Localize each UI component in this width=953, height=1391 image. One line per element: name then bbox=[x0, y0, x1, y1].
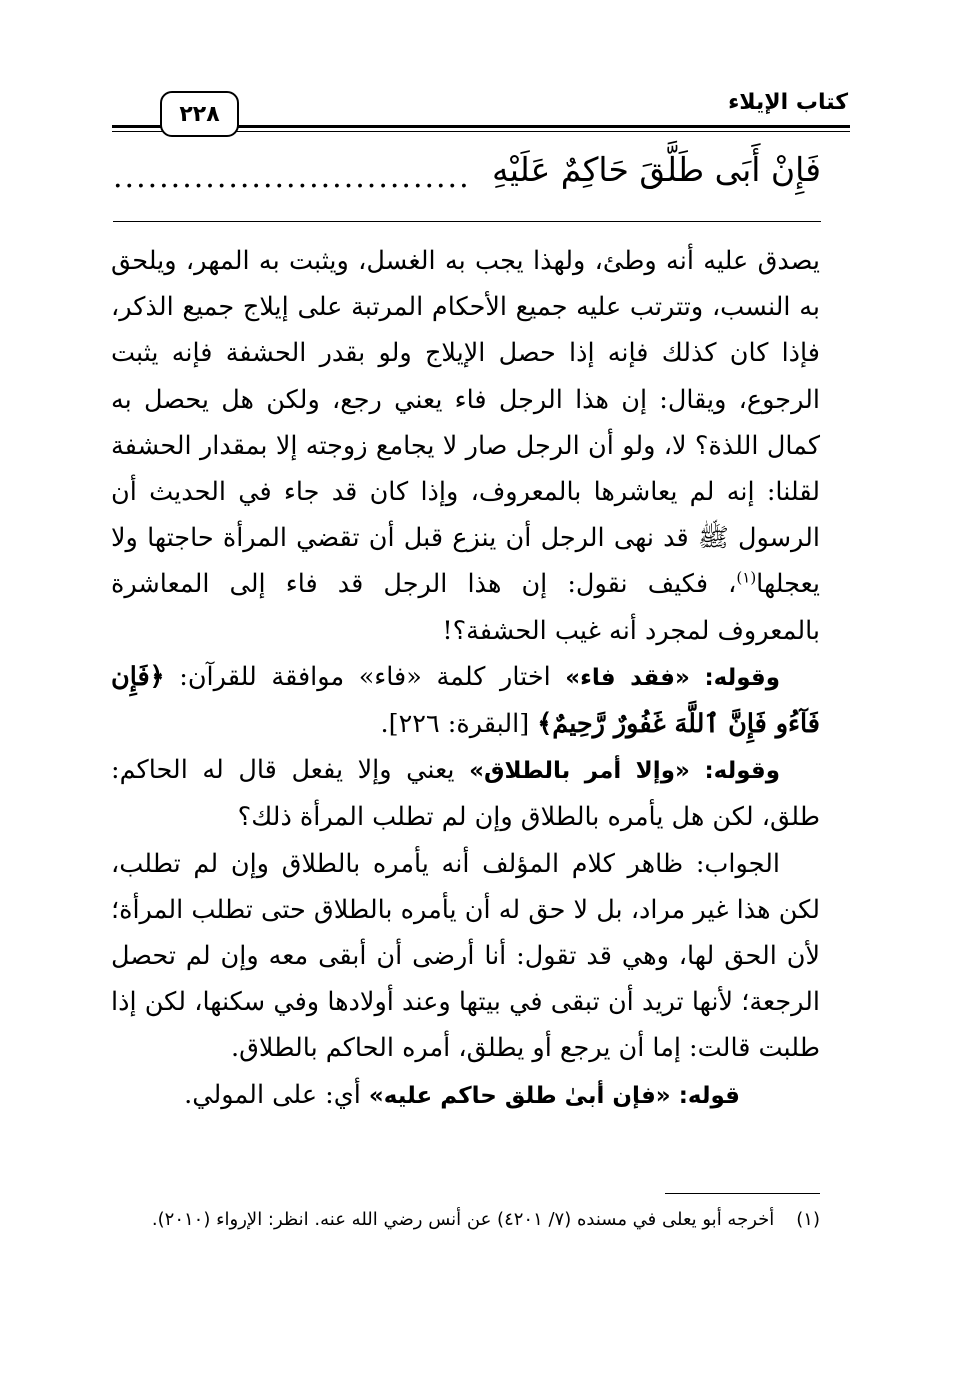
matn-text: فَإِنْ أَبَى طَلَّقَ حَاكِمٌ عَلَيْهِ bbox=[492, 150, 821, 189]
paragraph-5 bbox=[111, 1072, 820, 1119]
body-text bbox=[111, 238, 820, 1119]
footnote-text: أخرجه أبو يعلى في مسنده (٧/ ٤٢٠١) عن أنس رضي الله عنه. انظر: الإرواء (٢٠١٠). bbox=[151, 1209, 775, 1230]
footnote bbox=[111, 1203, 820, 1236]
quran-ayah: ﴿فَإِن فَآءُو فَإِنَّ ٱللَّهَ غَفُورٌ رَّحِيمٌ﴾ bbox=[111, 661, 820, 740]
qawluh-label: وقوله: bbox=[704, 758, 781, 785]
qawluh-label: قوله: bbox=[678, 1082, 740, 1109]
paragraph-1-end: ، فكيف نقول: إن هذا الرجل قد فاء إلى المعاشرة بالمعروف لمجرد أنه غيب الحشفة؟! bbox=[111, 569, 820, 646]
paragraph-3-text: يعني وإلا يفعل قال له الحاكم: طلق، لكن هل يأمره بالطلاق وإن لم تطلب المرأة ذلك؟ bbox=[111, 755, 820, 833]
quote-matn: «فإن أبىٰ طلق حاكم عليه» bbox=[368, 1082, 671, 1109]
page-number: ٢٢٨ bbox=[179, 101, 220, 127]
paragraph-4: الجواب: ظاهر كلام المؤلف أنه يأمره بالطلاق وإن لم تطلب، لكن هذا غير مراد، بل لا حق له أن يأمره بالطلاق حتى تطلب المرأة؛ لأن الحق لها، وهي قد تقول: أنا أرضى أن أبقى معه وإن لم تحصل الرجعة؛ لأنها تريد أن تبقى في بيتها وعند أولادها وفي سكنها، لكن إذا طلبت قالت: إما أن يرجع أو يطلق، أمره الحاكم بالطلاق. bbox=[111, 848, 820, 1064]
paragraph-1 bbox=[111, 238, 820, 654]
matn-dots: ............................... bbox=[113, 160, 471, 195]
book-title: كتاب الإيلاء bbox=[728, 90, 848, 115]
footnote-rule bbox=[665, 1193, 820, 1194]
paragraph-1-text: يصدق عليه أنه وطئ، ولهذا يجب به الغسل، ويثبت به المهر، ويلحق به النسب، وتترتب عليه جميع الأحكام المرتبة على إيلاج جميع الذكر، فإذا كان كذلك فإنه إذا حصل الإيلاج ولو بقدر الحشفة فإنه يثبت الرجوع، ويقال: إن هذا الرجل فاء يعني رجع، ولكن هل يحصل به كمال اللذة؟ لا، ولو أن الرجل صار لا يجامع زوجته إلا بمقدار الحشفة لقلنا: إنه لم يعاشرها بالمعروف، وإذا كان قد جاء في الحديث أن الرسول ﷺ قد نهى الرجل أن ينزع قبل أن تقضي المرأة حاجتها ولا يعجلها bbox=[111, 246, 820, 600]
paragraph-5-text: أي: على المولي. bbox=[184, 1079, 369, 1110]
quote-faqad-faa: «فقد فاء» bbox=[565, 664, 690, 691]
footnote-ref: (١) bbox=[736, 568, 757, 587]
quote-talaq: «وإلا أمر بالطلاق» bbox=[469, 758, 690, 785]
matn-rule bbox=[113, 221, 821, 222]
footnote-marker: (١) bbox=[796, 1209, 820, 1230]
paragraph-3 bbox=[111, 747, 820, 840]
paragraph-2-text: اختار كلمة «فاء» موافقة للقرآن: bbox=[164, 661, 566, 692]
paragraph-2 bbox=[111, 654, 820, 747]
page-number-box bbox=[160, 91, 239, 137]
qawluh-label: وقوله: bbox=[704, 664, 781, 691]
surah-reference: [البقرة: ٢٢٦]. bbox=[380, 709, 538, 740]
